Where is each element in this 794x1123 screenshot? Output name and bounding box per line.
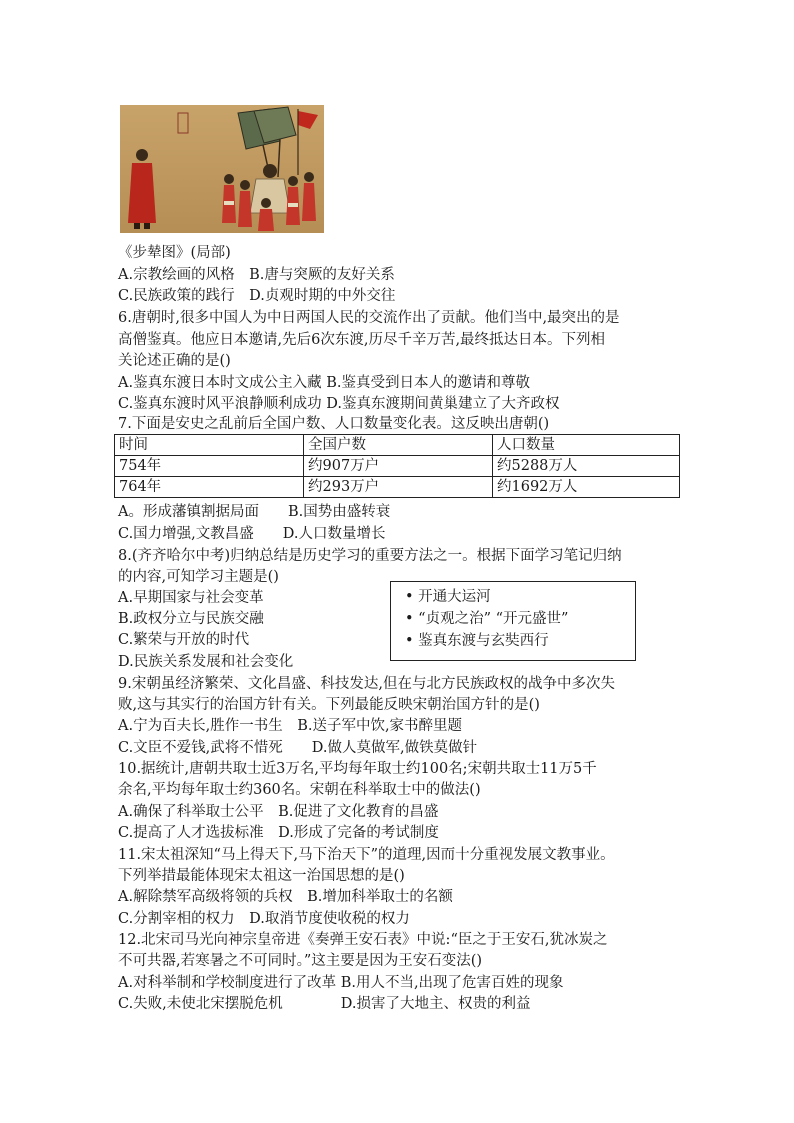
table-header-cell: 时间 [115,435,304,456]
q8-option-c: C.繁荣与开放的时代 [118,632,250,648]
q9-stem-line-2: 败,这与其实行的治国方针有关。下列最能反映宋朝治国方针的是() [118,697,540,713]
table-cell: 764年 [115,477,304,498]
q5-option-line-1: A.宗教绘画的风格 B.唐与突厥的友好关系 [118,267,395,283]
painting-illustration [120,105,324,233]
table-cell: 约1692万人 [493,477,680,498]
q8-stem-line-2: 的内容,可知学习主题是() [118,569,279,585]
q7-stem: 7.下面是安史之乱前后全国户数、人口数量变化表。这反映出唐朝() [118,416,550,432]
q6-option-line-1: A.鉴真东渡日本时文成公主入藏 B.鉴真受到日本人的邀请和尊敬 [118,375,530,391]
q7-option-line-1: A。形成藩镇割据局面 B.国势由盛转衰 [118,504,391,520]
q8-option-b: B.政权分立与民族交融 [118,611,264,627]
q8-option-d: D.民族关系发展和社会变化 [118,654,294,670]
table-cell: 754年 [115,456,304,477]
table-row [115,477,680,498]
note-item: • 开通大运河 [405,589,491,605]
q11-stem-line-1: 11.宋太祖深知“马上得天下,马下治天下”的道理,因而十分重视发展文教事业。 [118,847,615,863]
q12-stem-line-2: 不可共器,若寒暑之不可同时。”这主要是因为王安石变法() [118,953,483,969]
note-item: • 鉴真东渡与玄奘西行 [405,633,549,649]
table-cell: 约293万户 [304,477,493,498]
q5-option-line-2: C.民族政策的践行 D.贞观时期的中外交往 [118,288,396,304]
q6-stem-line-1: 6.唐朝时,很多中国人为中日两国人民的交流作出了贡献。他们当中,最突出的是 [118,310,620,326]
q9-option-line-1: A.宁为百夫长,胜作一书生 B.送子军中饮,家书醉里题 [118,718,463,734]
q10-stem-line-2: 余名,平均每年取士约360名。宋朝在科举取士中的做法() [118,782,481,798]
table-header-row [115,435,680,456]
q8-option-a: A.早期国家与社会变革 [118,590,264,606]
q12-option-line-1: A.对科举制和学校制度进行了改革 B.用人不当,出现了危害百姓的现象 [118,975,564,991]
q10-option-line-2: C.提高了人才选拔标准 D.形成了完备的考试制度 [118,825,439,841]
q11-option-line-2: C.分割宰相的权力 D.取消节度使收税的权力 [118,911,410,927]
table-header-cell: 人口数量 [493,435,680,456]
q10-stem-line-1: 10.据统计,唐朝共取士近3万名,平均每年取士约100名;宋朝共取士11万5千 [118,761,597,777]
q8-stem-line-1: 8.(齐齐哈尔中考)归纳总结是历史学习的重要方法之一。根据下面学习笔记归纳 [118,548,622,564]
q9-stem-line-1: 9.宋朝虽经济繁荣、文化昌盛、科技发达,但在与北方民族政权的战争中多次失 [118,676,615,692]
q12-option-line-2: C.失败,未使北宋摆脱危机 D.损害了大地主、权贵的利益 [118,996,531,1012]
q6-option-line-2: C.鉴真东渡时风平浪静顺利成功 D.鉴真东渡期间黄巢建立了大齐政权 [118,396,560,412]
table-cell: 约5288万人 [493,456,680,477]
q6-stem-line-2: 高僧鉴真。他应日本邀请,先后6次东渡,历尽千辛万苦,最终抵达日本。下列相 [118,332,606,348]
q12-stem-line-1: 12.北宋司马光向神宗皇帝进《奏弹王安石表》中说:“臣之于王安石,犹冰炭之 [118,932,608,948]
q11-stem-line-2: 下列举措最能体现宋太祖这一治国思想的是() [118,868,405,884]
q6-stem-line-3: 关论述正确的是() [118,353,231,369]
painting-image [120,105,324,233]
q7-data-table [114,434,680,498]
table-cell: 约907万户 [304,456,493,477]
table-row [115,456,680,477]
q10-option-line-1: A.确保了科举取士公平 B.促进了文化教育的昌盛 [118,804,439,820]
q9-option-line-2: C.文臣不爱钱,武将不惜死 D.做人莫做军,做铁莫做针 [118,740,478,756]
table-header-cell: 全国户数 [304,435,493,456]
note-item: • “贞观之治” “开元盛世” [405,611,569,627]
figure-caption: 《步辇图》(局部) [118,245,231,261]
q11-option-line-1: A.解除禁军高级将领的兵权 B.增加科举取士的名额 [118,889,453,905]
q7-option-line-2: C.国力增强,文教昌盛 D.人口数量增长 [118,526,386,542]
study-notes-box [390,581,636,661]
